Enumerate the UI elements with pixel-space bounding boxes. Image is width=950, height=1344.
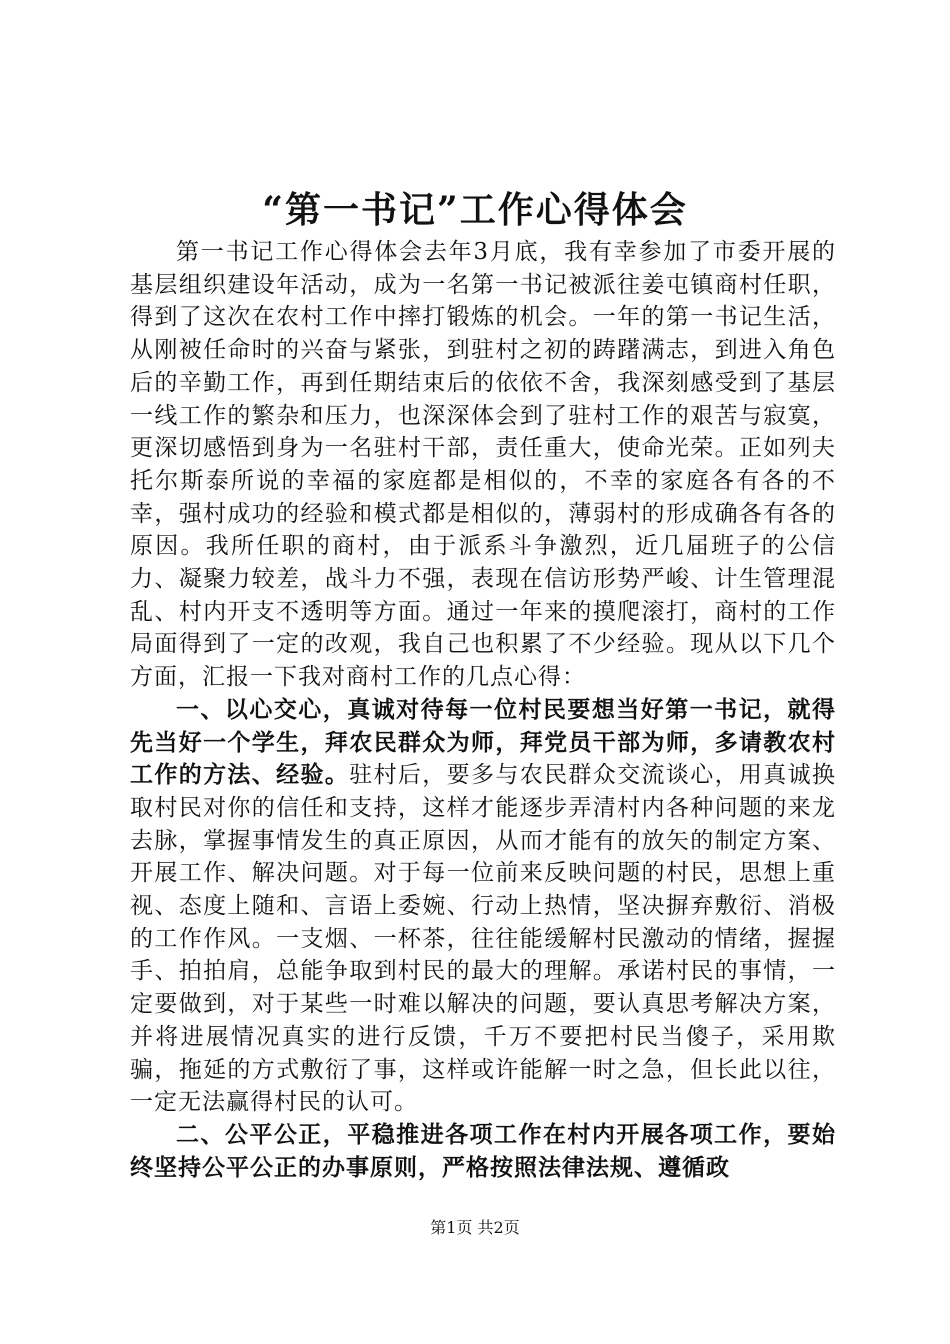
paragraph-text: 第一书记工作心得体会去年3月底，我有幸参加了市委开展的基层组织建设年活动，成为一名第一书记被派往姜屯镇商村任职，得到了这次在农村工作中摔打锻炼的机会。一年的第一书记生活，从刚被任命时的兴奋与紧张，到驻村之初的踌躇满志，到进入角色后的辛勤工作，再到任期结束后的依依不舍，我深刻感受到了基层一线工作的繁杂和压力，也深深体会到了驻村工作的艰苦与寂寞，更深切感悟到身为一名驻村干部，责任重大，使命光荣。正如列夫托尔斯泰所说的幸福的家庭都是相似的，不幸的家庭各有各的不幸，强村成功的经验和模式都是相似的，薄弱村的形成确各有各的原因。我所任职的商村，由于派系斗争激烈，近几届班子的公信力、凝聚力较差，战斗力不强，表现在信访形势严峻、计生管理混乱、村内开支不透明等方面。通过一年来的摸爬滚打，商村的工作局面得到了一定的改观，我自己也积累了不少经验。现从以下几个方面，汇报一下我对商村工作的几点心得： bbox=[130, 239, 836, 691]
paragraph-intro bbox=[130, 236, 836, 694]
page-footer: 第1页 共2页 bbox=[430, 1218, 520, 1237]
paragraph-section-2 bbox=[130, 1119, 836, 1184]
section-heading: 二、公平公正，平稳推进各项工作在村内开展各项工作，要始终坚持公平公正的办事原则，严格按照法律法规、遵循政 bbox=[130, 1120, 836, 1181]
document-title: “第一书记”工作心得体会 bbox=[262, 189, 688, 231]
paragraph-section-1 bbox=[130, 694, 836, 1119]
paragraph-text: 驻村后，要多与农民群众交流谈心，用真诚换取村民对你的信任和支持，这样才能逐步弄清村内各种问题的来龙去脉，掌握事情发生的真正原因，从而才能有的放矢的制定方案、开展工作、解决问题。对于每一位前来反映问题的村民，思想上重视、态度上随和、言语上委婉、行动上热情，坚决摒弃敷衍、消极的工作作风。一支烟、一杯茶，往往能缓解村民激动的情绪，握握手、拍拍肩，总能争取到村民的最大的理解。承诺村民的事情，一定要做到，对于某些一时难以解决的问题，要认真思考解决方案，并将进展情况真实的进行反馈，千万不要把村民当傻子，采用欺骗，拖延的方式敷衍了事，这样或许能解一时之急，但长此以往，一定无法赢得村民的认可。 bbox=[130, 762, 837, 1116]
document-body bbox=[130, 236, 836, 1184]
section-heading: 一、以心交心，真诚对待每一位村民要想当好第一书记，就得先当好一个学生，拜农民群众为师，拜党员干部为师，多请教农村工作的方法、经验。 bbox=[130, 695, 836, 789]
